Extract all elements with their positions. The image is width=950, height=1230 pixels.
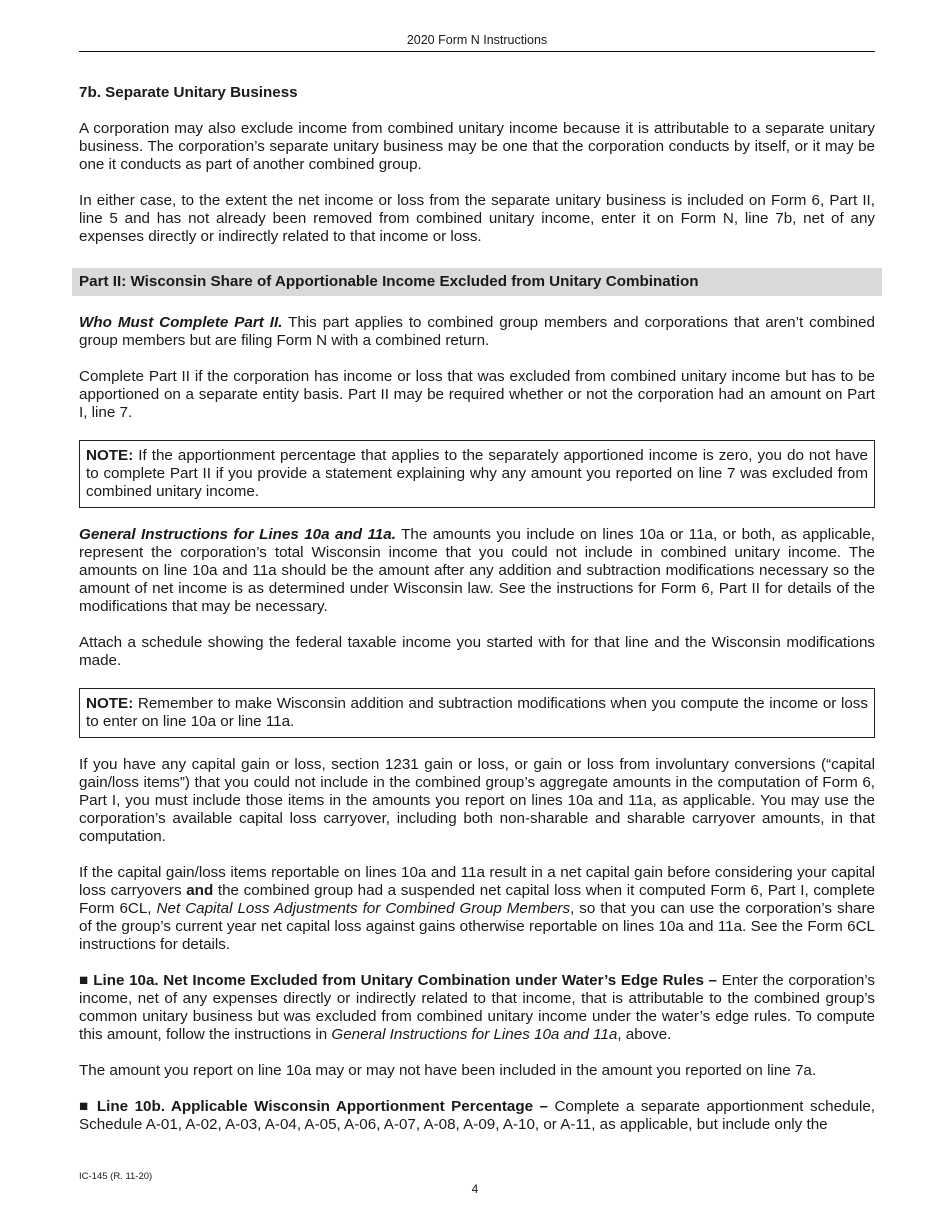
text-run: , above. [617,1026,672,1043]
page-content [79,84,875,1134]
running-header: 2020 Form N Instructions [79,32,875,52]
text-run: the combined group had a suspended net capital loss when it computed Form 6, Part I, complete Form 6CL, [79,882,875,917]
text-run: If the capital gain/loss items reportable on lines 10a and 11a result in a net capital gain before considering your capital loss carryovers [79,864,875,899]
who-must-complete-lead: Who Must Complete Part II. [79,314,283,331]
form-code: IC-145 (R. 11-20) [79,1171,153,1182]
who-must-complete-text: This part applies to combined group members and corporations that aren’t combined group members but are filing Form N with a combined return. [79,314,875,349]
line-10b-paragraph [79,1098,875,1134]
general-instructions-reference: General Instructions for Lines 10a and 11a [331,1026,618,1043]
form-6cl-title: Net Capital Loss Adjustments for Combined Group Members [156,900,571,917]
bold-and: and [186,882,214,899]
text-run: Complete a separate apportionment schedule, Schedule A-01, A-02, A-03, A-04, A-05, A-06, A-07, A-08, A-09, A-10, or A-11, as applicable, but include only the [79,1098,875,1133]
section-7b-paragraph-1: A corporation may also exclude income from combined unitary income because it is attributable to a separate unitary business. The corporation’s separate unitary business may be one that the corporation conducts by itself, or it may be one it conducts as part of another combined group. [79,120,875,173]
note-text: Remember to make Wisconsin addition and subtraction modifications when you compute the income or loss to enter on line 10a or line 11a. [86,695,868,730]
line-10a-heading: ■ Line 10a. Net Income Excluded from Unitary Combination under Water’s Edge Rules – [79,972,718,989]
line-10b-heading: ■ Line 10b. Applicable Wisconsin Apportionment Percentage – [79,1098,548,1115]
section-7b-heading: 7b. Separate Unitary Business [79,84,298,101]
text-run: Enter the corporation’s income, net of any expenses directly or indirectly related to that income, that is attributable to the combined group’s common unitary business but was excluded from combined unitary income under the water’s edge rules. To compute this amount, follow the instructions in [79,972,875,1043]
text-run: , so that you can use the corporation’s share of the group’s current year net capital loss against gains otherwise reportable on lines 10a and 11a. See the Form 6CL instructions for details. [79,900,875,953]
line-10a-paragraph [79,972,875,1044]
line-10a-note-paragraph: The amount you report on line 10a may or may not have been included in the amount you reported on line 7a. [79,1062,817,1079]
note-label: NOTE: [86,695,134,712]
note-box-modifications [79,688,875,738]
note-box-zero-percentage [79,440,875,508]
attach-schedule-paragraph: Attach a schedule showing the federal taxable income you started with for that line and the Wisconsin modifications made. [79,634,875,669]
general-instructions-lead: General Instructions for Lines 10a and 11a. [79,526,396,543]
note-text: If the apportionment percentage that applies to the separately apportioned income is zero, you do not have to complete Part II if you provide a statement explaining why any amount you reported on line 7 was excluded from combined unitary income. [86,447,868,500]
complete-part-2-paragraph: Complete Part II if the corporation has income or loss that was excluded from combined unitary income but has to be apportioned on a separate entity basis. Part II may be required whether or not the corporation had an amount on Part I, line 7. [79,368,875,421]
page-number: 4 [471,1182,479,1196]
general-instructions-text: The amounts you include on lines 10a or 11a, or both, as applicable, represent the corporation’s total Wisconsin income that you could not include in combined unitary income. The amounts on line 10a and 11a should be the amount after any addition and subtraction modifications necessary so the amount of net income is as determined under Wisconsin law. See the instructions for Form 6, Part II for details of the modifications that may be necessary. [79,526,875,615]
section-7b-paragraph-2: In either case, to the extent the net income or loss from the separate unitary business is included on Form 6, Part II, line 5 and has not already been removed from combined unitary income, enter it on Form N, line 7b, net of any expenses directly or indirectly related to that income or loss. [79,192,875,245]
note-label: NOTE: [86,447,134,464]
capital-gain-items-paragraph: If you have any capital gain or loss, section 1231 gain or loss, or gain or loss from involuntary conversions (“capital gain/loss items”) that you could not include in the combined group’s aggregate amounts in the computation of Form 6, Part I, you must include those items in the amounts you report on lines 10a and 11a, as applicable. You may use the corporation’s available capital loss carryover, including both non-sharable and sharable carryover amounts, in that computation. [79,756,875,845]
net-capital-gain-paragraph [79,864,875,954]
who-must-complete-paragraph [79,314,875,350]
part-2-heading-bar: Part II: Wisconsin Share of Apportionable Income Excluded from Unitary Combination [72,268,882,296]
general-instructions-paragraph [79,526,875,616]
